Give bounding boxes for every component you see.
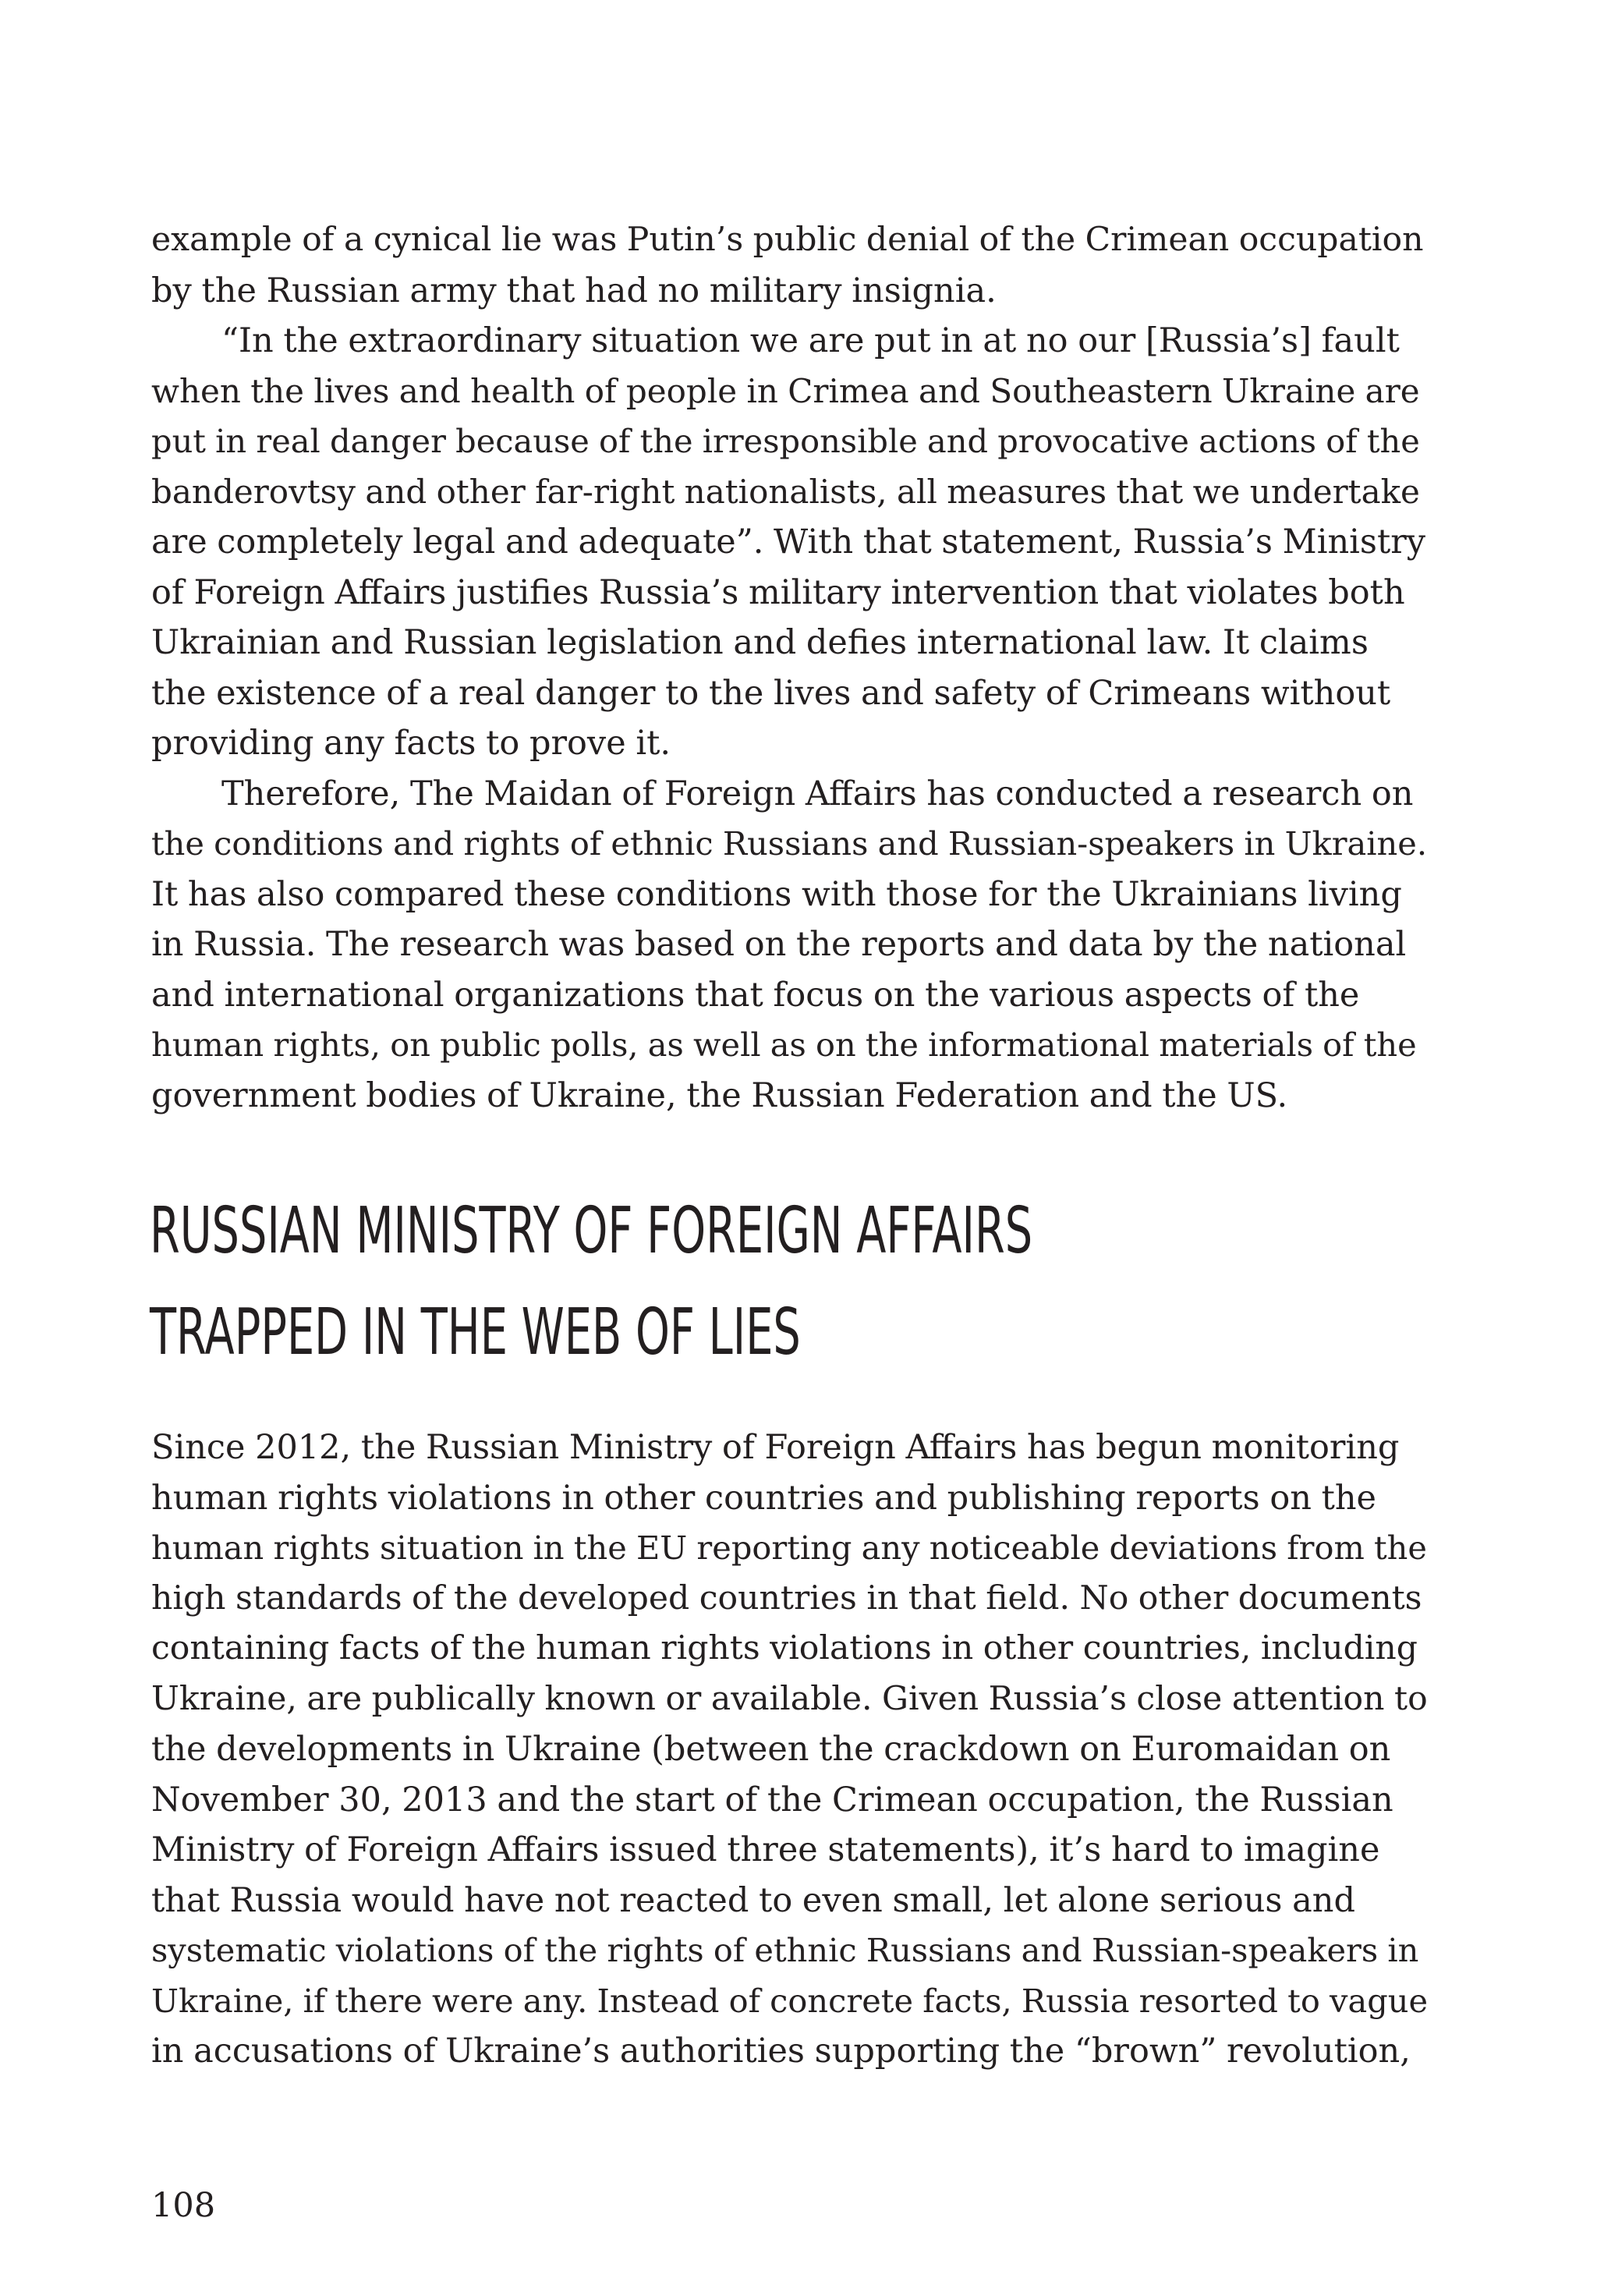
text-line: when the lives and health of people in Crimea and Southeastern Ukraine are: [151, 371, 1420, 410]
text-line: systematic violations of the rights of ethnic Russians and Russian-speakers in: [151, 1931, 1419, 1969]
text-line: human rights situation in the EU reporting any noticeable deviations from the: [151, 1529, 1427, 1567]
text-line: Since 2012, the Russian Ministry of Foreign Affairs has begun monitoring: [151, 1428, 1400, 1467]
text-line: human rights, on public polls, as well as on the informational materials of the: [151, 1026, 1417, 1064]
text-line: the developments in Ukraine (between the crackdown on Euromaidan on: [151, 1730, 1391, 1769]
section-heading-line: TRAPPED IN THE WEB OF LIES: [150, 1295, 801, 1369]
text-line: put in real danger because of the irresponsible and provocative actions of the: [151, 422, 1420, 460]
body-text-bottom: [151, 1423, 1430, 2077]
text-line: Ukraine, are publically known or available. Given Russia’s close attention to: [151, 1679, 1428, 1718]
section-heading-line: RUSSIAN MINISTRY OF FOREIGN AFFAIRS: [150, 1194, 1033, 1268]
text-line: Therefore, The Maidan of Foreign Affairs has conducted a research on: [221, 774, 1414, 813]
text-line: example of a cynical lie was Putin’s public denial of the Crimean occupation: [151, 221, 1424, 259]
text-line: government bodies of Ukraine, the Russian Federation and the US.: [151, 1075, 1288, 1115]
text-line: by the Russian army that had no military insignia.: [151, 271, 997, 310]
text-line: Ukraine, if there were any. Instead of concrete facts, Russia resorted to vague: [151, 1981, 1429, 2020]
paragraph: [151, 215, 1430, 316]
text-line: human rights violations in other countries and publishing reports on the: [151, 1478, 1376, 1518]
paragraph: [151, 316, 1430, 769]
text-line: Ukrainian and Russian legislation and defies international law. It claims: [151, 623, 1369, 662]
page-number: 108: [151, 2186, 216, 2225]
text-line: the existence of a real danger to the lives and safety of Crimeans without: [151, 673, 1391, 713]
paragraph: [151, 769, 1430, 1121]
text-line: containing facts of the human rights violations in other countries, including: [151, 1629, 1418, 1667]
paragraph: [151, 1423, 1430, 2077]
text-line: November 30, 2013 and the start of the Crimean occupation, the Russian: [151, 1780, 1393, 1819]
text-line: It has also compared these conditions with those for the Ukrainians living: [151, 874, 1402, 914]
text-line: of Foreign Affairs justifies Russia’s military intervention that violates both: [151, 572, 1405, 612]
body-text-top: [151, 215, 1430, 1121]
text-line: in accusations of Ukraine’s authorities supporting the “brown” revolution,: [151, 2032, 1411, 2071]
text-line: banderovtsy and other far-right nationalists, all measures that we undertake: [151, 472, 1420, 511]
text-line: in Russia. The research was based on the reports and data by the national: [151, 925, 1407, 964]
text-line: “In the extraordinary situation we are put in at no our [Russia’s] fault: [221, 321, 1400, 360]
text-line: high standards of the developed countries in that field. No other documents: [151, 1578, 1422, 1617]
text-line: Ministry of Foreign Affairs issued three statements), it’s hard to imagine: [151, 1830, 1380, 1869]
text-line: providing any facts to prove it.: [151, 724, 671, 763]
text-line: that Russia would have not reacted to even small, let alone serious and: [151, 1880, 1355, 1920]
text-line: and international organizations that focus on the various aspects of the: [151, 975, 1360, 1015]
section-heading: [150, 1181, 1033, 1384]
text-line: the conditions and rights of ethnic Russians and Russian-speakers in Ukraine.: [151, 824, 1428, 863]
text-line: are completely legal and adequate”. With that statement, Russia’s Ministry: [151, 523, 1426, 562]
